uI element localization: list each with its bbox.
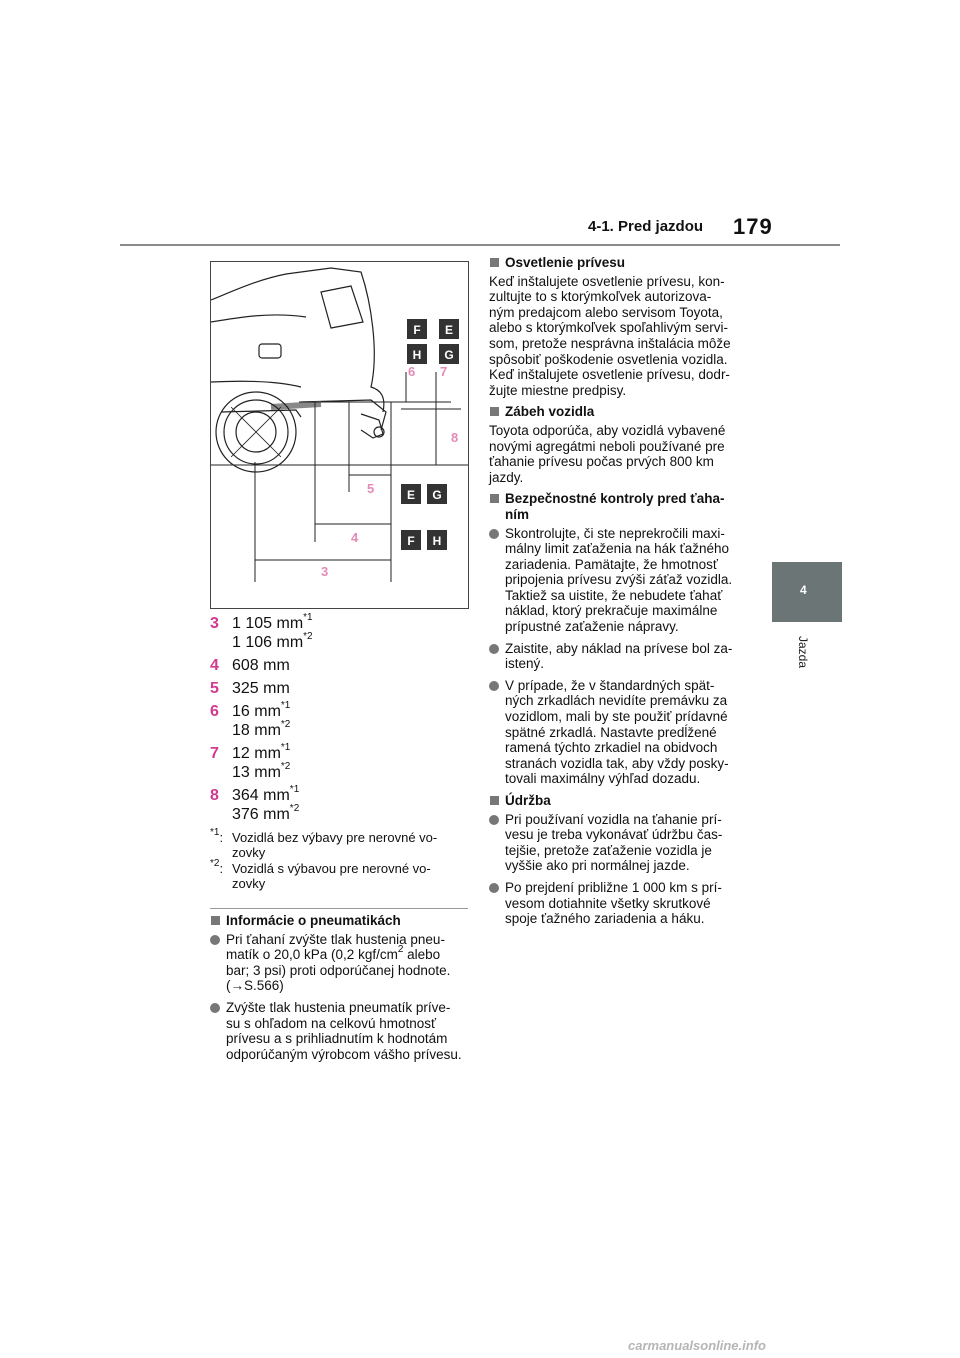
spec-values (232, 611, 313, 652)
section-paragraph (489, 423, 751, 485)
heading-line: Bezpečnostné kontroly pred ťaha- (505, 491, 725, 507)
callout-3: 3 (321, 564, 329, 579)
spec-number: 5 (210, 680, 219, 697)
callout-5: 5 (367, 481, 375, 496)
superscript: 2 (397, 943, 404, 955)
spec-values (232, 783, 300, 824)
section-heading (489, 255, 751, 271)
paragraph-line: novými agregátmi neboli používané pre (489, 438, 725, 454)
paragraph-line: Toyota odporúča, aby vozidlá vybavené (489, 422, 726, 438)
bullet-dot-icon (489, 529, 499, 539)
page-number: 179 (733, 214, 773, 239)
spec-values (232, 679, 290, 698)
chapter-tab (772, 562, 842, 622)
left-column-divider (210, 908, 468, 909)
badge-E-mid: E (406, 488, 416, 502)
bullet-line: Po prejdení približne 1 000 km s prí- (505, 879, 722, 895)
bullet-line: málny limit zaťaženia na hák ťažného (505, 541, 729, 557)
spec-number: 4 (210, 657, 219, 674)
bullet-line: pripojenia prívesu zvýši záťaž vozidla. (505, 572, 733, 588)
bullet-line: vesom dotiahnite všetky skrutkové (505, 895, 711, 911)
bullet-line: su s ohľadom na celkovú hmotnosť (226, 1015, 437, 1031)
bullet-item (489, 812, 751, 874)
bullet-line: vozidlom, mali by ste použiť prídavné (505, 709, 728, 725)
bullet-dot-icon (489, 644, 499, 654)
tow-hitch-diagram (211, 262, 468, 608)
footnote (210, 857, 470, 891)
footnote-ref: *1 (280, 699, 291, 711)
bullet-line: matík o 20,0 kPa (0,2 kgf/$cm^2$ alebo (226, 943, 441, 963)
spec-row (210, 699, 470, 740)
bullet-item (489, 526, 751, 635)
bullet-dot-icon (489, 681, 499, 691)
section-block (489, 404, 751, 485)
paragraph-line: Keď inštalujete osvetlenie prívesu, dodr- (489, 367, 730, 383)
bullet-line: stranách vozidla tak, aby vždy posky- (505, 755, 729, 771)
bullet-line: (→S.566) (226, 978, 284, 994)
paragraph-line: Keď inštalujete osvetlenie prívesu, kon- (489, 273, 725, 289)
section-square-icon (490, 407, 499, 416)
bullet-line: tovali maximálny výhľad dozadu. (505, 771, 701, 787)
footnote-ref: *2 (303, 630, 313, 642)
badge-E-top: E (444, 323, 454, 337)
bullet-line: tejšie, pretože zaťaženie vozidla je (505, 842, 712, 858)
section-square-icon (211, 916, 220, 925)
heading-line: ním (505, 506, 530, 522)
footnote-ref: *1 (289, 783, 300, 795)
badge-H-bottom: H (432, 534, 442, 548)
heading-line: Zábeh vozidla (505, 404, 595, 420)
spec-number: 7 (210, 745, 219, 762)
paragraph-line: ťahanie prívesu počas prvých 800 km (489, 454, 714, 470)
paragraph-line: som, pretože nesprávna inštalácia môže (489, 335, 731, 351)
spec-value: 608 mm (232, 657, 290, 674)
footnote-mark: *1 (210, 826, 220, 838)
bullet-text (505, 880, 722, 927)
paragraph-line: jazdy. (489, 469, 524, 485)
bullet-line: odporúčaným výrobcom vášho prívesu. (226, 1046, 462, 1062)
callout-6: 6 (408, 364, 416, 379)
badge-F-top: F (413, 323, 421, 337)
spec-values (232, 656, 290, 675)
dimension-specs (210, 611, 470, 892)
spec-row (210, 783, 470, 824)
spec-value: 325 mm (232, 680, 290, 697)
section-heading (489, 404, 751, 420)
bullet-line: spoje ťažného zariadenia a háku. (505, 911, 705, 927)
bullet-line: Taktiež sa uistite, že nebudete ťahať (505, 587, 723, 603)
chapter-label: Jazda (796, 636, 810, 669)
spec-value: 364 $mm^{*1}$ (232, 783, 300, 804)
bullet-item (489, 678, 751, 787)
spec-value: 376 $mm^{*2}$ (232, 802, 300, 823)
bullet-line: ramená týchto zrkadiel na obidvoch (505, 740, 718, 756)
footnote-text (232, 861, 431, 891)
footnote-line: Vozidlá bez výbavy pre nerovné vo- (232, 830, 438, 845)
spec-row (210, 656, 470, 675)
bullet-text (505, 526, 732, 635)
spec-value: 1 105 $mm^{*1}$ (232, 611, 313, 632)
bullet-line: prípustné zaťaženie nápravy. (505, 619, 679, 635)
section-block (489, 793, 751, 927)
footnotes (210, 826, 470, 891)
section-heading-text (505, 491, 725, 522)
callout-8: 8 (451, 430, 459, 445)
bullet-line: spätné zrkadlá. Nastavte predĺžené (505, 724, 717, 740)
section-heading-text (505, 793, 551, 809)
bullet-line: bar; 3 psi) proti odporúčanej hodnote. (226, 962, 451, 978)
callout-4: 4 (351, 530, 359, 545)
bullet-line: Pri ťahaní zvýšte tlak hustenia pneu- (226, 931, 445, 947)
spec-value: 16 $mm^{*1}$ (232, 699, 291, 720)
bullet-text (505, 678, 729, 787)
spec-row (210, 611, 470, 652)
heading-line: Osvetlenie prívesu (505, 255, 626, 270)
bullet-dot-icon (210, 935, 220, 945)
bullet-text (226, 1000, 462, 1062)
footnote-text (232, 830, 437, 860)
paragraph-line: spôsobiť poškodenie osvetlenia vozidla. (489, 351, 728, 367)
tire-info-heading: Informácie o pneumatikách (226, 913, 401, 928)
bullet-line: ných zrkadlách nevidíte premávku za (505, 693, 728, 709)
paragraph-line: zultujte to s ktorýmkoľvek autorizova- (489, 289, 712, 305)
callout-7: 7 (440, 364, 448, 379)
badge-G-top: G (444, 348, 454, 362)
footnote-ref: *2 (289, 802, 300, 814)
bullet-line: vesu je treba vykonávať údržbu čas- (505, 827, 723, 843)
header-divider (120, 244, 840, 246)
paragraph-line: žujte miestne predpisy. (489, 382, 627, 398)
footnote-ref: *1 (280, 741, 291, 753)
section-heading (489, 793, 751, 809)
spec-value: 12 $mm^{*1}$ (232, 741, 291, 762)
spec-row (210, 741, 470, 782)
section-square-icon (490, 258, 499, 267)
bullet-line: prívesu a s prihliadnutím k hodnotám (226, 1031, 448, 1047)
section-heading-text (505, 404, 594, 420)
section-square-icon (490, 494, 499, 503)
footnote-line: zovky (232, 876, 266, 891)
bullet-text (505, 641, 732, 672)
bullet-line: Pri používaní vozidla na ťahanie prí- (505, 811, 722, 827)
footnote-key: $^{*1}$: (210, 826, 224, 845)
spec-number: 6 (210, 703, 219, 720)
heading-line: Údržba (505, 793, 551, 808)
footnote (210, 826, 470, 860)
bullet-item (210, 1000, 472, 1062)
spec-value: 13 $mm^{*2}$ (232, 760, 291, 781)
bullet-line: istený. (505, 656, 545, 672)
spec-row (210, 679, 470, 698)
badge-H-top: H (412, 348, 422, 362)
tire-info-section (210, 913, 472, 1068)
section-square-icon (490, 796, 499, 805)
tow-hitch-figure (210, 261, 469, 609)
bullet-dot-icon (489, 815, 499, 825)
spec-value: 1 106 $mm^{*2}$ (232, 630, 313, 651)
badge-G-mid: G (432, 488, 442, 502)
spec-number: 8 (210, 787, 219, 804)
badge-F-bottom: F (407, 534, 415, 548)
chapter-number: 4 (800, 583, 807, 597)
spec-values (232, 741, 291, 782)
section-block (489, 255, 751, 398)
footnote-line: Vozidlá s výbavou pre nerovné vo- (232, 861, 431, 876)
bullet-line: Zaistite, aby náklad na prívese bol za- (505, 640, 733, 656)
section-block (489, 491, 751, 787)
paragraph-line: alebo s ktorýmkoľvek spoľahlivým servi- (489, 320, 728, 336)
right-column (489, 255, 751, 933)
bullet-item (489, 880, 751, 927)
footnote-key: $^{*2}$: (210, 857, 224, 876)
bullet-text (505, 812, 722, 874)
bullet-line: Zvýšte tlak hustenia pneumatík príve- (226, 999, 451, 1015)
bullet-dot-icon (210, 1003, 220, 1013)
bullet-item (210, 932, 472, 994)
spec-values (232, 699, 291, 740)
bullet-line: V prípade, že v štandardných spät- (505, 677, 715, 693)
section-title: 4-1. Pred jazdou (588, 218, 704, 235)
section-heading-text (505, 255, 625, 271)
bullet-line: Skontrolujte, či ste neprekročili maxi- (505, 525, 725, 541)
bullet-line: náklad, ktorý prekračuje maximálne (505, 603, 718, 619)
section-paragraph (489, 274, 751, 399)
paragraph-line: ným predajcom alebo servisom Toyota, (489, 304, 723, 320)
bullet-item (489, 641, 751, 672)
footnote-line: zovky (232, 845, 266, 860)
footnote-ref: *2 (280, 760, 291, 772)
footnote-ref: *1 (303, 611, 313, 623)
bullet-text (226, 932, 450, 994)
watermark: carmanualsonline.info (628, 1338, 766, 1353)
spec-number: 3 (210, 615, 219, 632)
spec-value: 18 $mm^{*2}$ (232, 718, 291, 739)
bullet-dot-icon (489, 883, 499, 893)
footnote-mark: *2 (210, 857, 220, 869)
section-heading (489, 491, 751, 522)
footnote-ref: *2 (280, 718, 291, 730)
bullet-line: zariadenia. Pamätajte, že hmotnosť (505, 556, 718, 572)
bullet-line: vyššie ako pri normálnej jazde. (505, 858, 690, 874)
